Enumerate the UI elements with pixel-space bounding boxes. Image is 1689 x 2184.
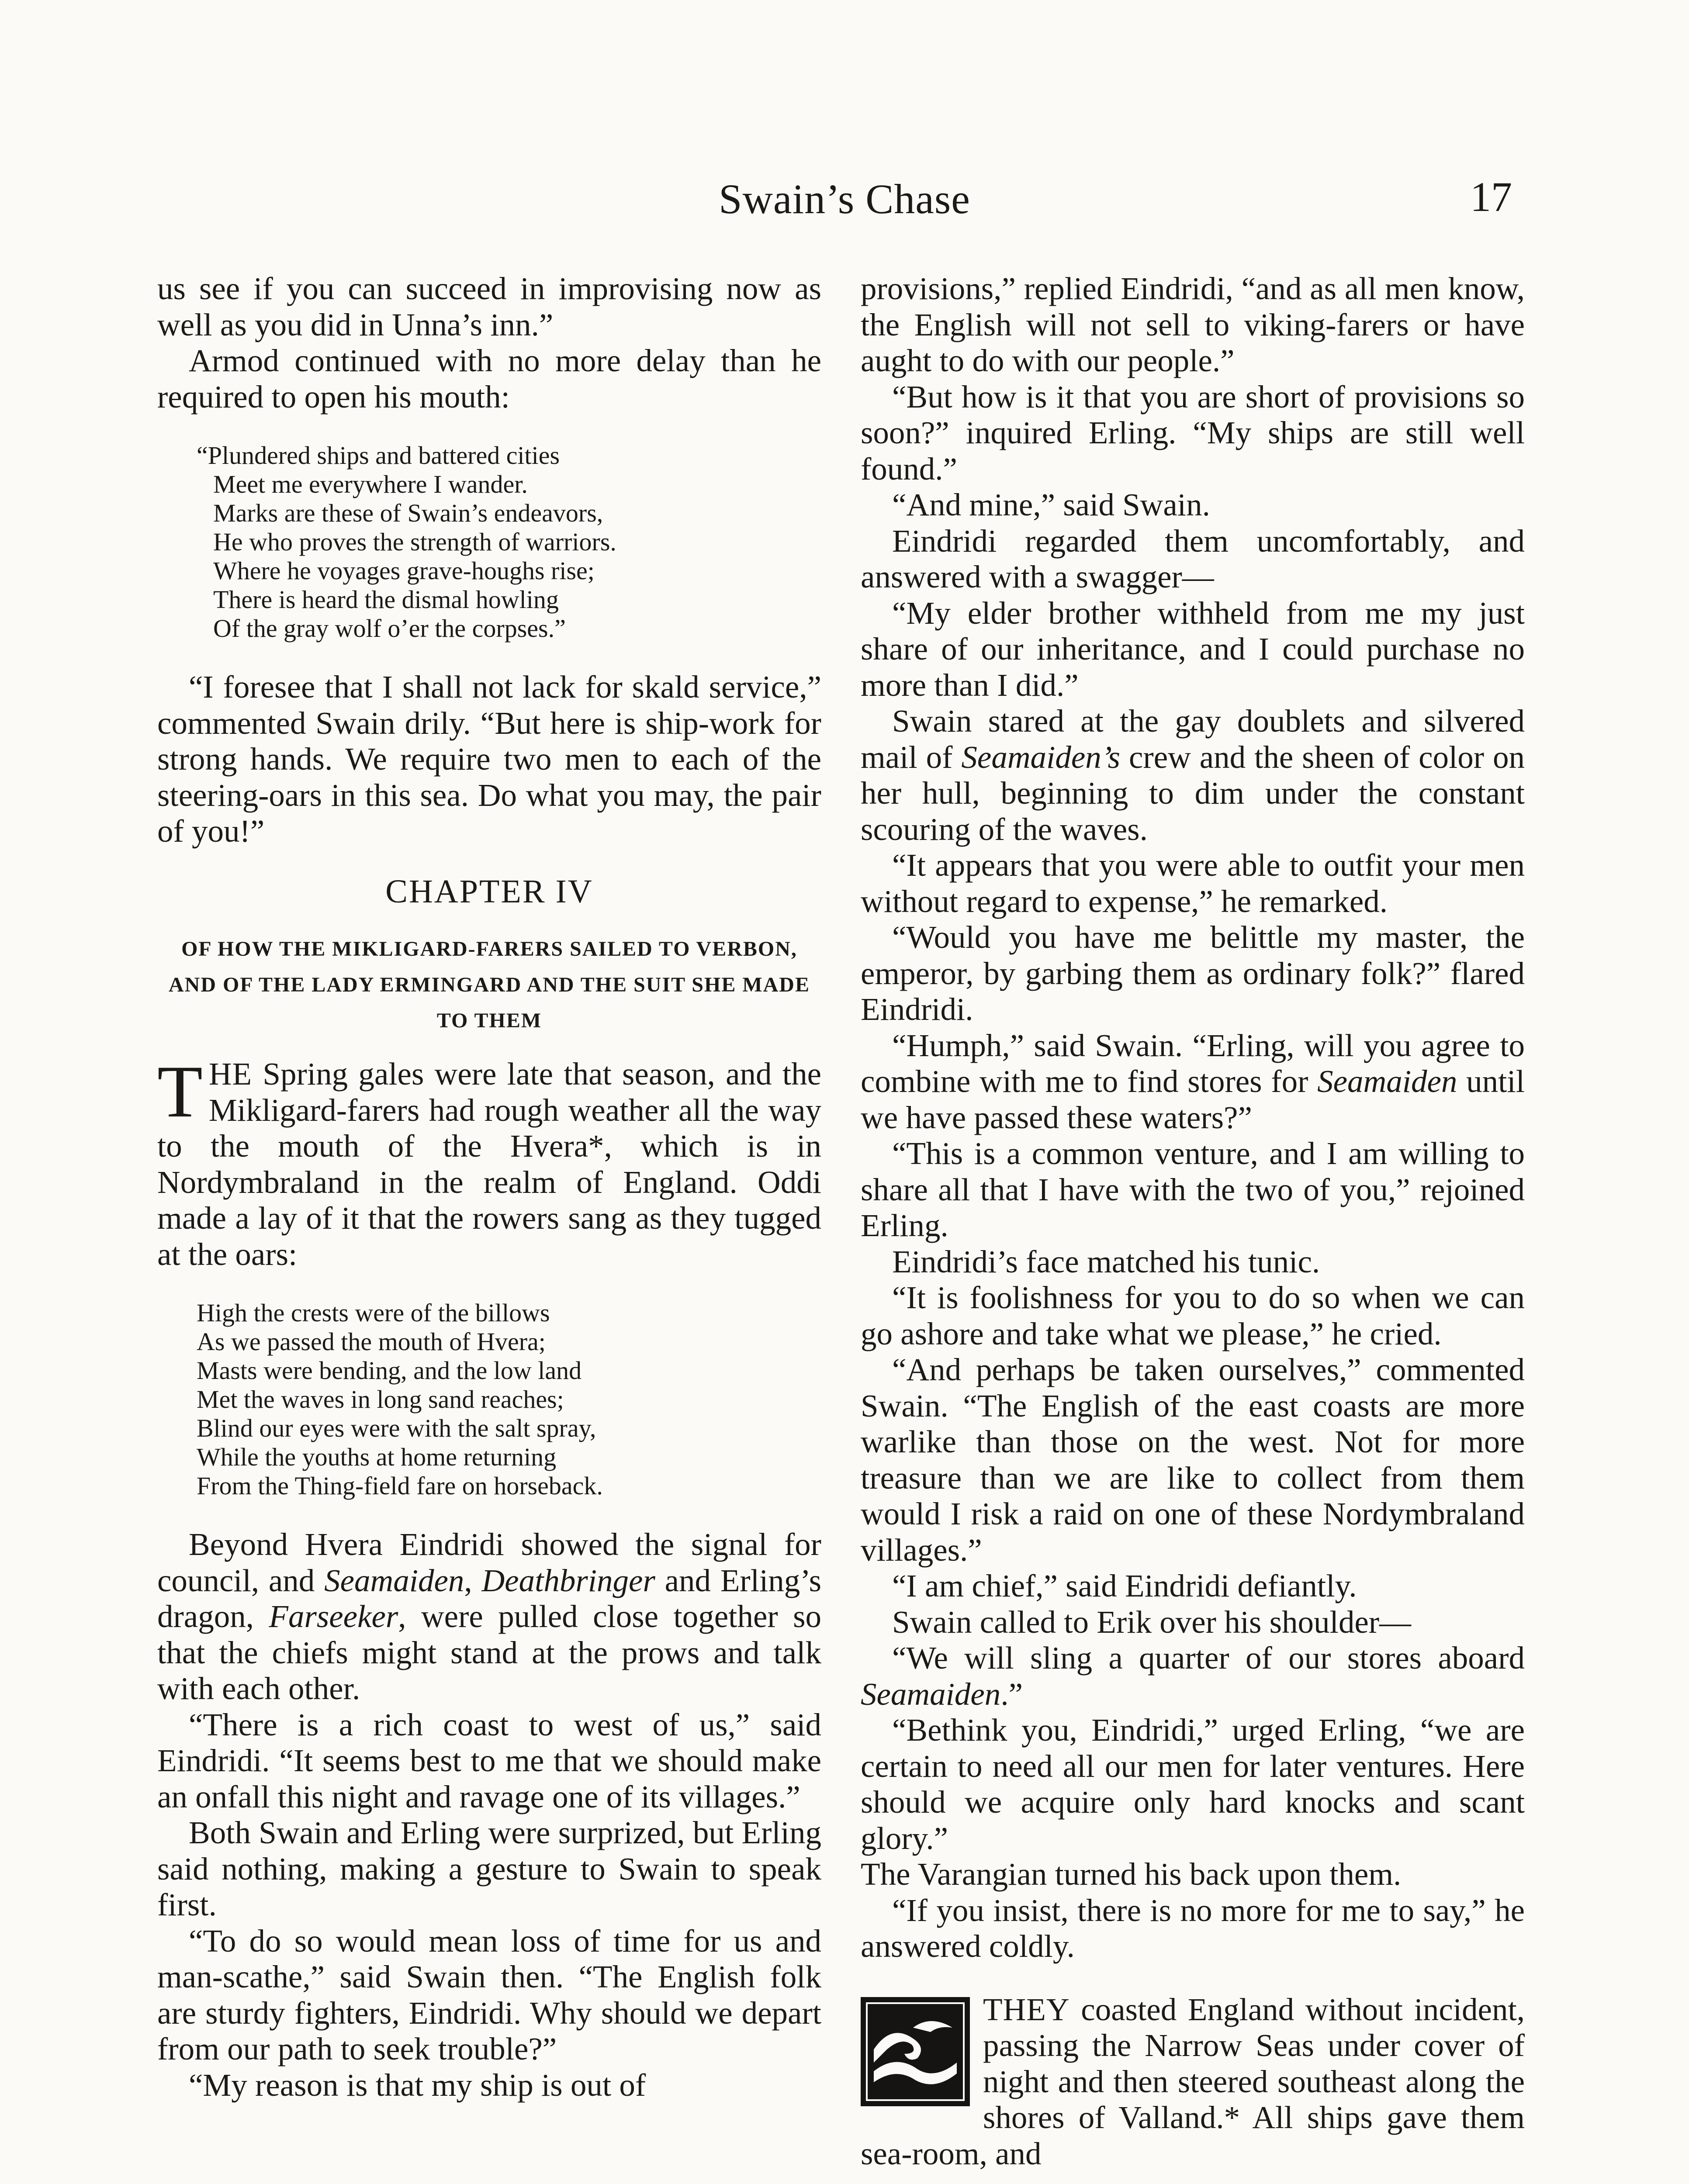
paragraph: provisions,” replied Eindridi, “and as all men know, the English will not sell to viking-farers or have aught to do with our people.” — [861, 271, 1525, 378]
verse-line: Blind our eyes were with the salt spray, — [197, 1414, 596, 1442]
paragraph — [861, 1028, 1525, 1136]
verse-line: Meet me everywhere I wander. — [213, 470, 528, 498]
paragraph: “But how is it that you are short of provisions so soon?” inquired Erling. “My ships are still well found.” — [861, 379, 1525, 487]
paragraph — [861, 703, 1525, 847]
right-column — [861, 271, 1525, 2172]
paragraph: Eindridi regarded them uncomfortably, and answered with a swagger— — [861, 523, 1525, 594]
paragraph: us see if you can succeed in improvising now as well as you did in Unna’s inn.” — [157, 271, 821, 342]
verse-line: He who proves the strength of warriors. — [213, 528, 616, 556]
paragraph: Swain called to Erik over his shoulder— — [892, 1604, 1412, 1640]
text-run: Swain stared at the gay doublets and silvered mail of — [861, 703, 1525, 775]
paragraph: “I am chief,” said Eindridi defiantly. — [892, 1568, 1357, 1603]
verse-line: Of the gray wolf o’er the corpses.” — [213, 614, 566, 643]
paragraph: “My elder brother withheld from me my just share of our inheritance, and I could purchase no more than I did.” — [861, 595, 1525, 703]
paragraph: “Would you have me belittle my master, the emperor, by garbing them as ordinary folk?” flared Eindridi. — [861, 919, 1525, 1027]
verse-line: High the crests were of the billows — [197, 1299, 550, 1327]
paragraph: Armod continued with no more delay than he required to open his mouth: — [157, 343, 821, 415]
text-run: , were pulled close together so that the chiefs might stand at the prows and talk with each other. — [157, 1599, 821, 1706]
paragraph: “If you insist, there is no more for me to say,” he answered coldly. — [861, 1892, 1525, 1964]
verse-line: While the youths at home returning — [197, 1443, 557, 1471]
paragraph: The Varangian turned his back upon them. — [861, 1856, 1402, 1892]
paragraph: “This is a common venture, and I am willing to share all that I have with the two of you,” rejoined Erling. — [861, 1136, 1525, 1243]
page-number: 17 — [1470, 173, 1512, 220]
ship-name: Deathbringer — [481, 1562, 655, 1598]
paragraph — [861, 1640, 1525, 1712]
left-column — [157, 271, 821, 2103]
verse-block — [197, 1299, 821, 1500]
paragraph: “It appears that you were able to outfit your men without regard to expense,” he remarked. — [861, 847, 1525, 919]
chapter-subtitle: OF HOW THE MIKLIGARD-FARERS SAILED TO VERBON, AND OF THE LADY ERMINGARD AND THE SUIT SHE MADE TO THEM — [169, 937, 810, 1032]
ship-name: Seamaiden’s — [961, 739, 1121, 775]
paragraph: Eindridi’s face matched his tunic. — [892, 1244, 1320, 1279]
paragraph-text: coasted England without incident, passing the Narrow Seas under cover of night and then steered southeast along the shores of Valland.* All ships gave them sea-room, and — [861, 1991, 1525, 2171]
paragraph: “I foresee that I shall not lack for skald service,” commented Swain drily. “But here is ship-work for strong hands. We require two men to each of the steering-oars in this sea. Do what you may, the pair of you!” — [157, 669, 821, 849]
paragraph — [157, 1527, 821, 1707]
text-run: crew and the sheen of color on her hull, beginning to dim under the constant scouring of the waves. — [861, 739, 1525, 847]
wave-ornament-icon — [861, 1997, 970, 2106]
verse-line: Where he voyages grave-houghs rise; — [213, 556, 595, 585]
verse-line: As we passed the mouth of Hvera; — [197, 1327, 546, 1356]
text-run: “Humph,” said Swain. “Erling, will you agree to combine with me to find stores for — [861, 1027, 1525, 1099]
paragraph: “Bethink you, Eindridi,” urged Erling, “we are certain to need all our men for later ventures. Here should we acquire only hard knocks and scant glory.” — [861, 1712, 1525, 1856]
paragraph: “My reason is that my ship is out of — [189, 2067, 646, 2103]
ship-name: Seamaiden — [861, 1676, 1001, 1712]
text-run: “We will sling a quarter of our stores aboard — [892, 1640, 1525, 1676]
verse-line: Marks are these of Swain’s endeavors, — [213, 499, 603, 527]
ship-name: Seamaiden — [1317, 1064, 1457, 1099]
paragraph: “There is a rich coast to west of us,” said Eindridi. “It seems best to me that we should make an onfall this night and ravage one of its villages.” — [157, 1707, 821, 1814]
verse-line: Masts were bending, and the low land — [197, 1356, 582, 1385]
chapter-title: CHAPTER IV — [385, 873, 593, 910]
running-title: Swain’s Chase — [719, 176, 970, 222]
text-run: and Erling’s dragon, — [157, 1562, 821, 1634]
text-run: until we have passed these waters?” — [861, 1064, 1525, 1135]
text-run: , — [464, 1562, 482, 1598]
ship-name: Seamaiden — [324, 1562, 464, 1598]
verse-line: Met the waves in long sand reaches; — [197, 1385, 564, 1413]
lead-caps: HE — [208, 1056, 253, 1092]
drop-cap: T — [157, 1051, 203, 1133]
text-run: .” — [1000, 1676, 1023, 1712]
ship-name: Farseeker — [269, 1599, 398, 1634]
verse-line: From the Thing-field fare on horseback. — [197, 1472, 603, 1500]
paragraph-text: Spring gales were late that season, and the Mikligard-farers had rough weather all the way to the mouth of the Hvera*, which is in Nordymbraland in the realm of England. Oddi made a lay of it that the rowers sang as they tugged at the oars: — [157, 1056, 821, 1272]
paragraph: “It is foolishness for you to do so when we can go ashore and take what we please,” he cried. — [861, 1280, 1525, 1351]
paragraph-ornament — [861, 1992, 1525, 2172]
verse-block — [197, 441, 821, 643]
verse-line: There is heard the dismal howling — [213, 585, 559, 614]
paragraph-dropcap — [157, 1051, 821, 1272]
paragraph: “And perhaps be taken ourselves,” commented Swain. “The English of the east coasts are more warlike than those on the west. Not for more treasure than we are like to collect from them would I risk a raid on one of these Nordymbraland villages.” — [861, 1352, 1525, 1568]
paragraph: “And mine,” said Swain. — [892, 487, 1210, 522]
paragraph: Both Swain and Erling were surprized, but Erling said nothing, making a gesture to Swain to speak first. — [157, 1815, 821, 1922]
verse-line: “Plundered ships and battered cities — [197, 441, 560, 470]
text-run: Beyond Hvera Eindridi showed the signal for council, and — [157, 1527, 821, 1598]
paragraph: “To do so would mean loss of time for us and man-scathe,” said Swain then. “The English folk are sturdy fighters, Eindridi. Why should we depart from our path to seek trouble?” — [157, 1923, 821, 2067]
lead-caps: THEY — [983, 1991, 1070, 2027]
